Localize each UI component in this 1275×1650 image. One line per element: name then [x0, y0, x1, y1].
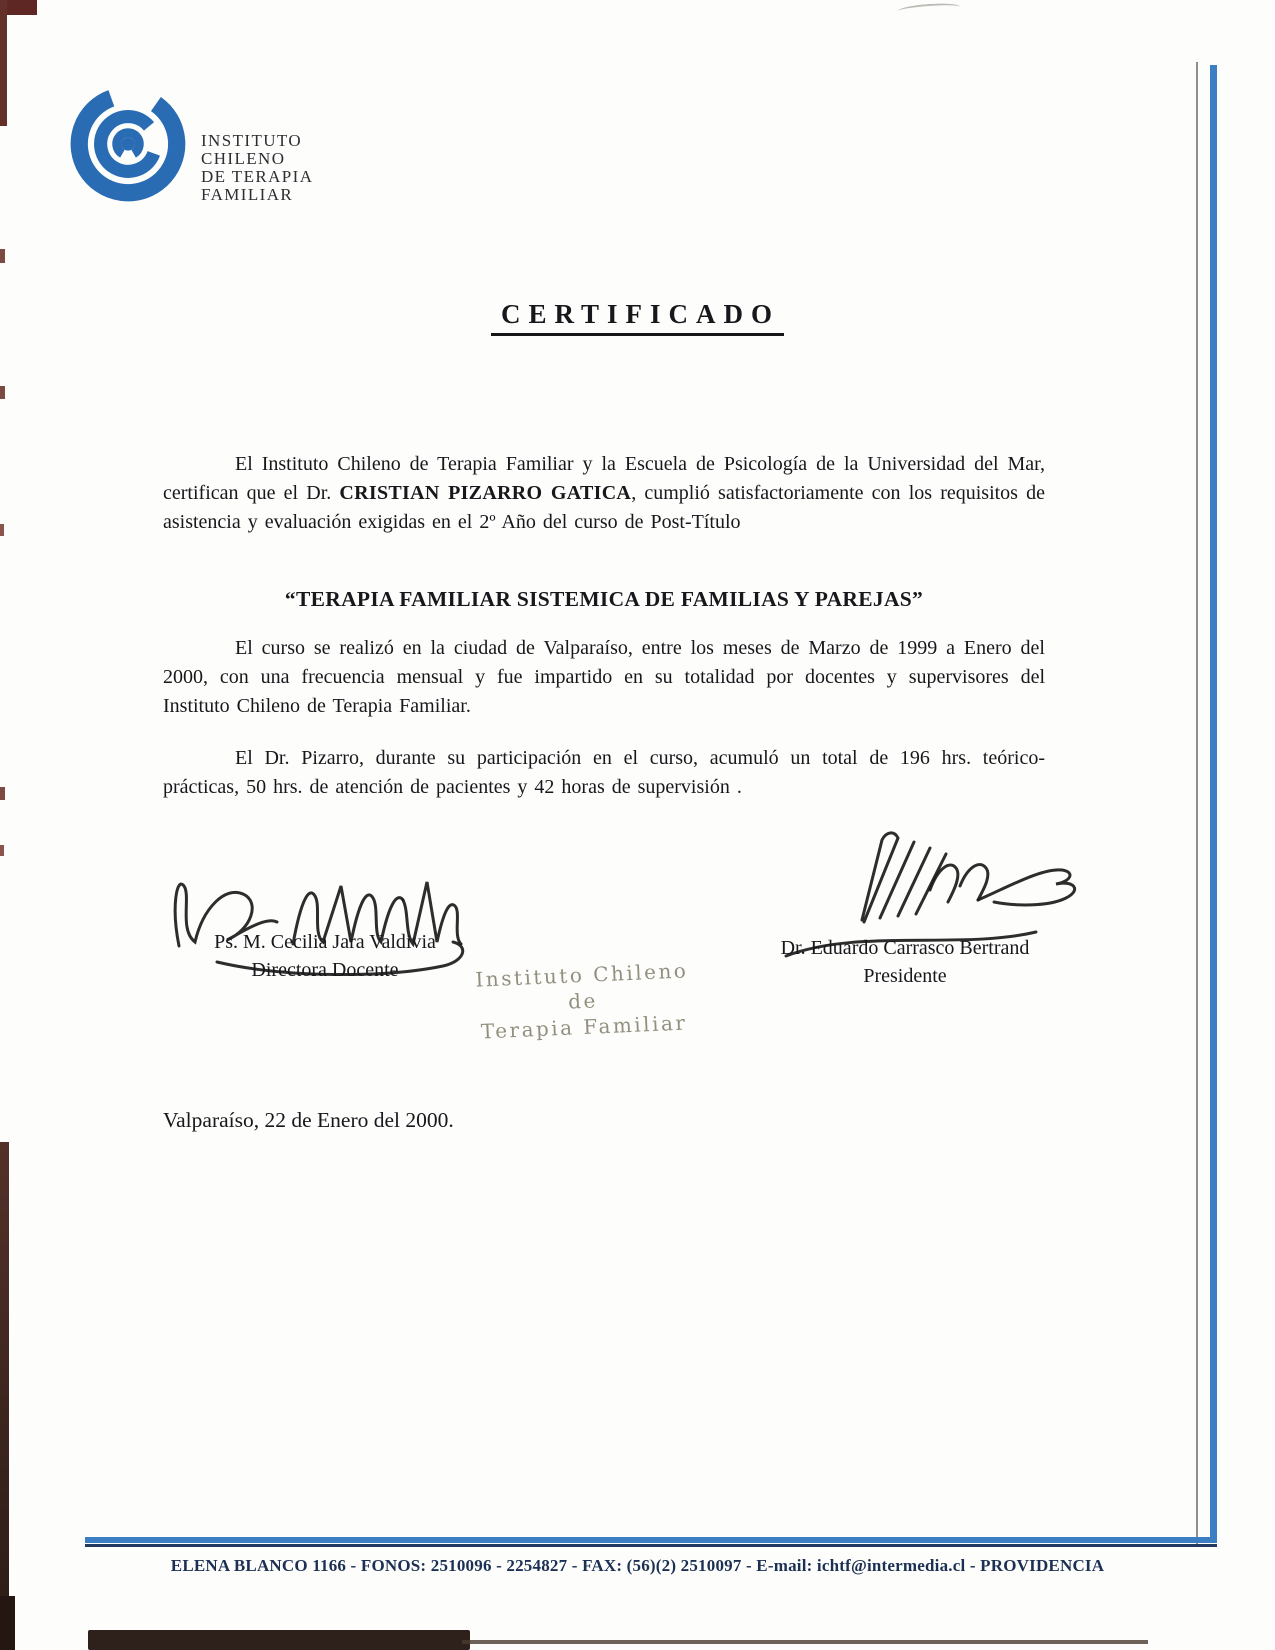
- intro-before-name: El Instituto Chileno de Terapia Familiar y la Escuela de Psicología de la Universidad del Mar, certifican que el Dr.: [163, 453, 1045, 504]
- page-accent-vertical-line: [1210, 65, 1217, 1541]
- stamp-line: Instituto Chileno: [474, 958, 689, 992]
- signatory-right-name: Dr. Eduardo Carrasco Bertrand: [780, 937, 1030, 959]
- signatory-left: [185, 930, 465, 983]
- date-line: Valparaíso, 22 de Enero del 2000.: [163, 1108, 454, 1132]
- signatory-left-role: Directora Docente: [251, 959, 399, 981]
- scan-artifact-left-tick: [0, 249, 5, 263]
- stamp-line: Terapia Familiar: [480, 1010, 688, 1044]
- signatory-left-name: Ps. M. Cecilia Jara Valdivia: [214, 931, 436, 953]
- institute-name: [201, 132, 313, 204]
- stamp-line: de: [567, 988, 599, 1014]
- scan-artifact-left-tick: [0, 386, 5, 399]
- institute-name-line: CHILENO: [201, 149, 286, 168]
- scan-artifact-top-scratch: [898, 2, 961, 16]
- course-title: “TERAPIA FAMILIAR SISTEMICA DE FAMILIAS Y PAREJAS”: [284, 587, 924, 611]
- institute-stamp: [461, 957, 704, 1045]
- institute-logo-icon: [62, 78, 194, 210]
- student-name: CRISTIAN PIZARRO GATICA: [339, 482, 632, 504]
- signatory-right: [755, 936, 1055, 989]
- scan-artifact-bottom-left-corner: [0, 1596, 15, 1650]
- footer-address: ELENA BLANCO 1166 - FONOS: 2510096 - 2254827 - FAX: (56)(2) 2510097 - E-mail: ichtf@intermedia.cl - PROVIDENCIA: [170, 1556, 1105, 1575]
- institute-name-line: DE TERAPIA: [201, 167, 314, 186]
- institute-name-line: FAMILIAR: [201, 185, 294, 204]
- scan-artifact-left-tick: [0, 524, 4, 536]
- institute-name-line: INSTITUTO: [201, 131, 303, 150]
- scan-artifact-bottom-strip: [88, 1630, 470, 1650]
- paragraph-hours: El Dr. Pizarro, durante su participación en el curso, acumuló un total de 196 hrs. teórico-prácticas, 50 hrs. de atención de pacientes y 42 horas de supervisión .: [163, 747, 1045, 798]
- scan-artifact-left-strip: [0, 0, 7, 126]
- scan-artifact-left-bottom-strip: [0, 1142, 9, 1650]
- scan-artifact-left-tick: [0, 787, 5, 800]
- scan-artifact-left-tick: [0, 845, 4, 856]
- paragraph-intro: [163, 450, 1045, 537]
- footer-rule-blue: [85, 1537, 1217, 1543]
- scan-artifact-bottom-line: [462, 1640, 1148, 1644]
- page-edge-shadow-line: [1196, 62, 1198, 1544]
- footer-rule-navy: [85, 1544, 1217, 1547]
- certificate-title: [0, 299, 1275, 330]
- signatory-right-role: Presidente: [863, 965, 947, 987]
- certificate-title-text: CERTIFICADO: [491, 299, 784, 336]
- paragraph-course-details: El curso se realizó en la ciudad de Valparaíso, entre los meses de Marzo de 1999 a Enero del 2000, con una frecuencia mensual y fue impartido en su totalidad por docentes y supervisores del Instituto Chileno de Terapia Familiar.: [163, 637, 1045, 717]
- intro-after-name: , cumplió satisfactoriamente con los requisitos de asistencia y evaluación exigidas en el 2º Año del curso de Post-Título: [163, 482, 1045, 533]
